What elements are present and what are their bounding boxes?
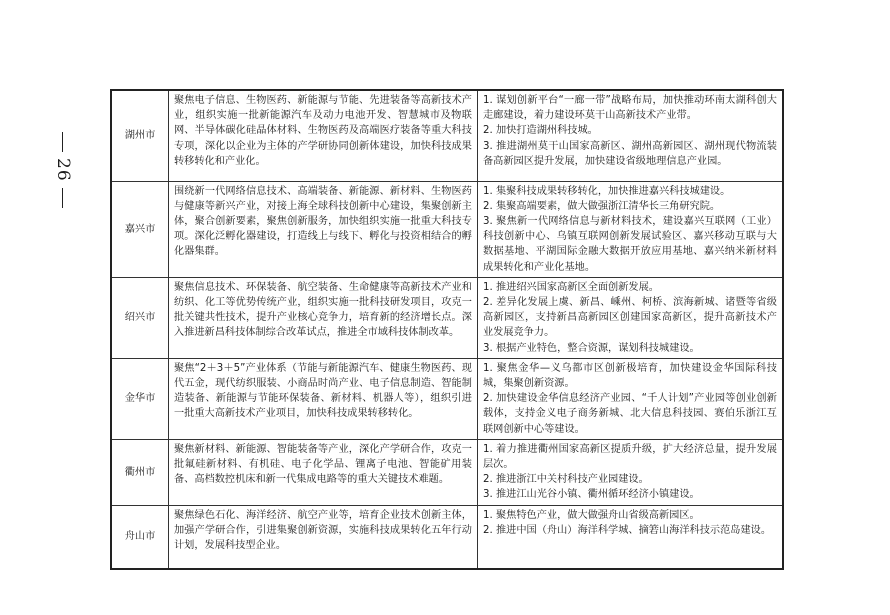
table-row [111, 181, 783, 277]
key-task-item: 2. 集聚高端要素，做大做强浙江清华长三角研究院。 [483, 200, 721, 212]
city-name: 湖州市 [111, 90, 169, 181]
page-number-margin [0, 0, 73, 615]
key-tasks-cell [478, 439, 784, 505]
regional-plan-table-body [111, 90, 783, 569]
key-tasks-cell [478, 505, 784, 569]
industry-focus-text: 聚焦“2＋3＋5”产业体系（节能与新能源汽车、健康生物医药、现代五金，现代纺织服装、小商品时尚产业、电子信息制造、智能制造装备、新能源与节能环保装备、新材料、机器人等），组织引进一批重大高新技术产业项目，加快科技成果转移转化。 [169, 358, 478, 439]
table-row [111, 439, 783, 505]
industry-focus-text: 围绕新一代网络信息技术、高端装备、新能源、新材料、生物医药与健康等新兴产业，对接上海全球科技创新中心建设，集聚创新主体，聚合创新要素，聚焦创新服务，加快组织实施一批重大科技专项。深化泛孵化器建设，打造线上与线下、孵化与投资相结合的孵化器集群。 [169, 181, 478, 277]
industry-focus-text: 聚焦新材料、新能源、智能装备等产业，深化产学研合作，攻克一批氟硅新材料、有机硅、电子化学品、锂离子电池、智能矿用装备、高档数控机床和新一代集成电路等的重大关键技术难题。 [169, 439, 478, 505]
page-number: 26 [53, 126, 73, 214]
key-task-item: 3. 聚焦新一代网络信息与新材料技术，建设嘉兴互联网（工业）科技创新中心、乌镇互联网创新发展试验区、嘉兴移动互联与大数据基地、平湖国际金融大数据开放应用基地、嘉兴纳米新材料成果转化和产业化基地。 [483, 215, 777, 273]
city-name: 舟山市 [111, 505, 169, 569]
key-task-item: 3. 根据产业特色，整合资源，谋划科技城建设。 [483, 342, 700, 354]
key-task-item: 2. 差异化发展上虞、新昌、嵊州、柯桥、滨海新城、诸暨等省级高新园区，支持新昌高新园区创建国家高新区，提升高新技术产业发展竞争力。 [483, 296, 777, 339]
key-task-item: 1. 着力推进衢州国家高新区提质升级，扩大经济总量，提升发展层次。 [483, 443, 777, 470]
table-row [111, 277, 783, 358]
key-tasks-cell [478, 181, 784, 277]
key-task-item: 1. 聚焦金华—义乌都市区创新极培育，加快建设金华国际科技城，集聚创新资源。 [483, 362, 777, 389]
regional-plan-table [110, 89, 784, 570]
industry-focus-text: 聚焦绿色石化、海洋经济、航空产业等，培育企业技术创新主体，加强产学研合作，引进集聚创新资源，实施科技成果转化五年行动计划，发展科技型企业。 [169, 505, 478, 569]
table-row [111, 90, 783, 181]
key-task-item: 2. 加快建设金华信息经济产业园、“千人计划”产业园等创业创新载体，支持金义电子商务新城、北大信息科技园、赛伯乐浙江互联网创新中心等建设。 [483, 393, 777, 435]
key-task-item: 2. 推进中国（舟山）海洋科学城、摘箬山海洋科技示范岛建设。 [483, 524, 772, 536]
table-row [111, 358, 783, 439]
key-tasks-cell [478, 90, 784, 181]
city-name: 绍兴市 [111, 277, 169, 358]
city-name: 衢州市 [111, 439, 169, 505]
key-task-item: 1. 集聚科技成果转移转化，加快推进嘉兴科技城建设。 [483, 185, 731, 197]
key-task-item: 2. 推进浙江中关村科技产业园建设。 [483, 474, 649, 486]
key-task-item: 2. 加快打造湖州科技城。 [483, 125, 598, 137]
key-task-item: 1. 推进绍兴国家高新区全面创新发展。 [483, 281, 659, 293]
key-task-item: 1. 聚焦特色产业，做大做强舟山省级高新园区。 [483, 509, 700, 521]
city-name: 金华市 [111, 358, 169, 439]
key-task-item: 3. 推进江山光谷小镇、衢州循环经济小镇建设。 [483, 489, 700, 501]
city-name: 嘉兴市 [111, 181, 169, 277]
key-tasks-cell [478, 277, 784, 358]
key-task-item: 1. 谋划创新平台“一廊一带”战略布局，加快推动环南太湖科创大走廊建设，着力建设环莫干山高新技术产业带。 [483, 95, 777, 122]
industry-focus-text: 聚焦电子信息、生物医药、新能源与节能、先进装备等高新技术产业，组织实施一批新能源汽车及动力电池开发、智慧城市及物联网、半导体碳化硅晶体材料、生物医药及高端医疗装备等重大科技专项，深化以企业为主体的产学研协同创新体建设，加快科技成果转移转化和产业化。 [169, 90, 478, 181]
industry-focus-text: 聚焦信息技术、环保装备、航空装备、生命健康等高新技术产业和纺织、化工等优势传统产业，组织实施一批科技研发项目，攻克一批关键共性技术，提升产业核心竞争力，培育新的经济增长点。深入推进新昌科技体制综合改革试点，推进全市域科技体制改革。 [169, 277, 478, 358]
key-task-item: 3. 推进湖州莫干山国家高新区、湖州高新园区、湖州现代物流装备高新园区提升发展，加快建设省级地理信息产业园。 [483, 140, 777, 167]
table-row [111, 505, 783, 569]
key-tasks-cell [478, 358, 784, 439]
